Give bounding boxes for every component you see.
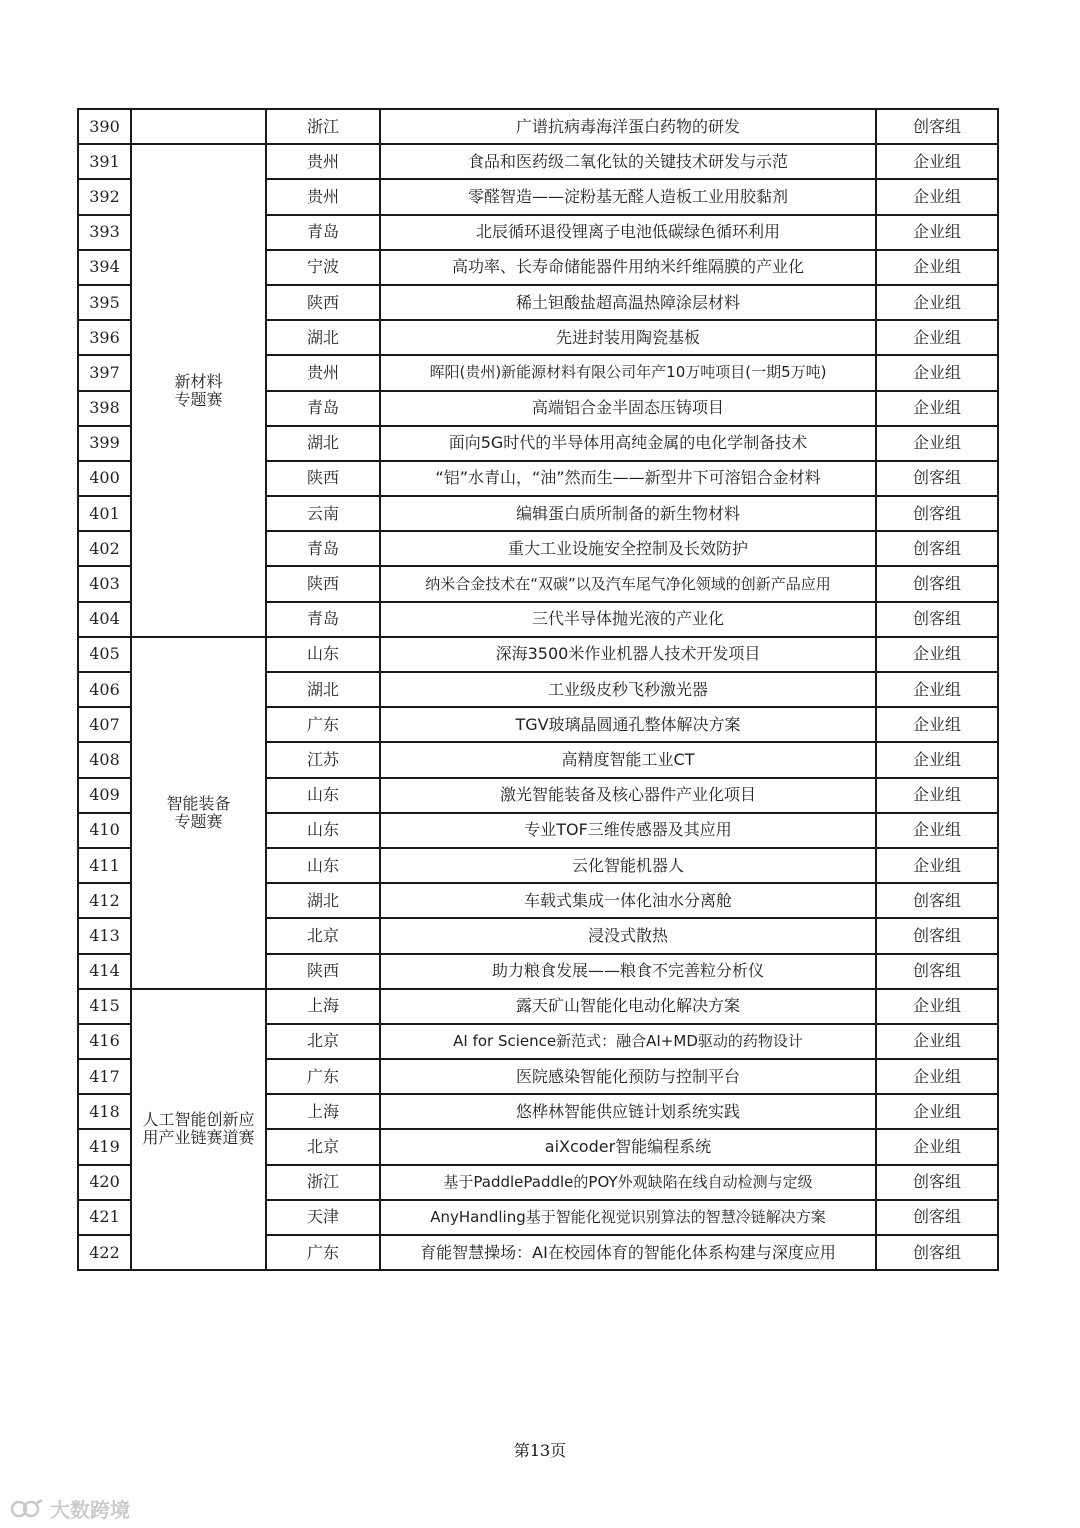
group-cell: 企业组 [876,250,998,285]
project-name-cell: 广谱抗病毒海洋蛋白药物的研发 [380,109,876,144]
region-cell: 青岛 [266,602,380,637]
region-cell: 青岛 [266,531,380,566]
row-number: 408 [78,742,131,777]
row-number: 417 [78,1059,131,1094]
row-number: 418 [78,1094,131,1129]
row-number: 413 [78,918,131,953]
project-name-cell: 深海3500米作业机器人技术开发项目 [380,637,876,672]
project-name-cell: 零醛智造——淀粉基无醛人造板工业用胶黏剂 [380,179,876,214]
region-cell: 陕西 [266,566,380,601]
project-name-cell: 基于PaddlePaddle的POY外观缺陷在线自动检测与定级 [380,1165,876,1200]
region-cell: 山东 [266,813,380,848]
project-name-cell: 面向5G时代的半导体用高纯金属的电化学制备技术 [380,426,876,461]
table-row [78,109,998,144]
group-cell: 创客组 [876,1235,998,1270]
region-cell: 广东 [266,1059,380,1094]
group-cell: 企业组 [876,144,998,179]
project-list-table [77,108,999,1271]
row-number: 400 [78,461,131,496]
region-cell: 上海 [266,1094,380,1129]
region-cell: 江苏 [266,742,380,777]
group-cell: 企业组 [876,391,998,426]
region-cell: 青岛 [266,215,380,250]
project-name-cell: 北辰循环退役锂离子电池低碳绿色循环利用 [380,215,876,250]
row-number: 414 [78,954,131,989]
region-cell: 浙江 [266,109,380,144]
group-cell: 创客组 [876,496,998,531]
row-number: 416 [78,1024,131,1059]
region-cell: 湖北 [266,883,380,918]
project-name-cell: 先进封装用陶瓷基板 [380,320,876,355]
category-cell: 智能装备 专题赛 [131,637,266,989]
row-number: 421 [78,1200,131,1235]
category-cell: 新材料 专题赛 [131,144,266,637]
project-name-cell: 纳米合金技术在“双碳”以及汽车尾气净化领域的创新产品应用 [380,566,876,601]
group-cell: 创客组 [876,531,998,566]
project-name-cell: 食品和医药级二氧化钛的关键技术研发与示范 [380,144,876,179]
region-cell: 北京 [266,918,380,953]
region-cell: 山东 [266,778,380,813]
project-name-cell: 云化智能机器人 [380,848,876,883]
group-cell: 企业组 [876,179,998,214]
row-number: 391 [78,144,131,179]
project-name-cell: 高精度智能工业CT [380,742,876,777]
group-cell: 创客组 [876,109,998,144]
row-number: 403 [78,566,131,601]
row-number: 401 [78,496,131,531]
region-cell: 青岛 [266,391,380,426]
group-cell: 企业组 [876,1129,998,1164]
row-number: 393 [78,215,131,250]
group-cell: 创客组 [876,883,998,918]
row-number: 399 [78,426,131,461]
group-cell: 创客组 [876,566,998,601]
region-cell: 湖北 [266,320,380,355]
row-number: 406 [78,672,131,707]
region-cell: 浙江 [266,1165,380,1200]
group-cell: 企业组 [876,285,998,320]
group-cell: 企业组 [876,813,998,848]
region-cell: 北京 [266,1129,380,1164]
table-row [78,144,998,179]
project-name-cell: 浸没式散热 [380,918,876,953]
row-number: 422 [78,1235,131,1270]
row-number: 412 [78,883,131,918]
category-cell [131,109,266,144]
group-cell: 企业组 [876,672,998,707]
group-cell: 创客组 [876,602,998,637]
row-number: 420 [78,1165,131,1200]
group-cell: 企业组 [876,637,998,672]
project-name-cell: 高端铝合金半固态压铸项目 [380,391,876,426]
group-cell: 企业组 [876,355,998,390]
project-name-cell: 晖阳(贵州)新能源材料有限公司年产10万吨项目(一期5万吨) [380,355,876,390]
table-row [78,989,998,1024]
watermark-text: 大数跨境 [50,1498,130,1522]
project-name-cell: 高功率、长寿命储能器件用纳米纤维隔膜的产业化 [380,250,876,285]
region-cell: 湖北 [266,426,380,461]
row-number: 407 [78,707,131,742]
group-cell: 企业组 [876,742,998,777]
region-cell: 上海 [266,989,380,1024]
region-cell: 贵州 [266,355,380,390]
region-cell: 湖北 [266,672,380,707]
page-number: 第13页 [513,1441,567,1460]
project-name-cell: 露天矿山智能化电动化解决方案 [380,989,876,1024]
region-cell: 天津 [266,1200,380,1235]
group-cell: 企业组 [876,707,998,742]
region-cell: 宁波 [266,250,380,285]
row-number: 392 [78,179,131,214]
project-name-cell: AI for Science新范式：融合AI+MD驱动的药物设计 [380,1024,876,1059]
group-cell: 创客组 [876,954,998,989]
group-cell: 创客组 [876,1200,998,1235]
row-number: 419 [78,1129,131,1164]
project-name-cell: 助力粮食发展——粮食不完善粒分析仪 [380,954,876,989]
row-number: 394 [78,250,131,285]
group-cell: 企业组 [876,426,998,461]
category-cell: 人工智能创新应用产业链赛道赛 [131,989,266,1271]
project-name-cell: 医院感染智能化预防与控制平台 [380,1059,876,1094]
watermark-logo-icon [10,1498,44,1520]
group-cell: 创客组 [876,461,998,496]
project-name-cell: 育能智慧操场：AI在校园体育的智能化体系构建与深度应用 [380,1235,876,1270]
region-cell: 云南 [266,496,380,531]
project-name-cell: aiXcoder智能编程系统 [380,1129,876,1164]
group-cell: 企业组 [876,778,998,813]
row-number: 398 [78,391,131,426]
region-cell: 山东 [266,848,380,883]
region-cell: 北京 [266,1024,380,1059]
region-cell: 山东 [266,637,380,672]
group-cell: 创客组 [876,1165,998,1200]
region-cell: 陕西 [266,954,380,989]
group-cell: 企业组 [876,215,998,250]
project-name-cell: AnyHandling基于智能化视觉识别算法的智慧冷链解决方案 [380,1200,876,1235]
region-cell: 贵州 [266,179,380,214]
group-cell: 创客组 [876,918,998,953]
row-number: 410 [78,813,131,848]
project-name-cell: 悠桦林智能供应链计划系统实践 [380,1094,876,1129]
project-name-cell: 编辑蛋白质所制备的新生物材料 [380,496,876,531]
project-name-cell: 工业级皮秒飞秒激光器 [380,672,876,707]
row-number: 397 [78,355,131,390]
project-list-body [78,109,998,1270]
row-number: 396 [78,320,131,355]
project-name-cell: 重大工业设施安全控制及长效防护 [380,531,876,566]
row-number: 409 [78,778,131,813]
project-name-cell: 激光智能装备及核心器件产业化项目 [380,778,876,813]
region-cell: 陕西 [266,461,380,496]
region-cell: 广东 [266,1235,380,1270]
group-cell: 企业组 [876,1059,998,1094]
row-number: 415 [78,989,131,1024]
row-number: 405 [78,637,131,672]
row-number: 395 [78,285,131,320]
project-name-cell: TGV玻璃晶圆通孔整体解决方案 [380,707,876,742]
project-name-cell: 车载式集成一体化油水分离舱 [380,883,876,918]
row-number: 411 [78,848,131,883]
group-cell: 企业组 [876,989,998,1024]
table-row [78,637,998,672]
row-number: 402 [78,531,131,566]
region-cell: 贵州 [266,144,380,179]
project-name-cell: 三代半导体抛光液的产业化 [380,602,876,637]
region-cell: 陕西 [266,285,380,320]
row-number: 404 [78,602,131,637]
group-cell: 企业组 [876,848,998,883]
project-name-cell: “铝”水青山，“油”然而生——新型井下可溶铝合金材料 [380,461,876,496]
group-cell: 企业组 [876,320,998,355]
watermark [10,1494,130,1523]
project-name-cell: 稀土钽酸盐超高温热障涂层材料 [380,285,876,320]
row-number: 390 [78,109,131,144]
project-name-cell: 专业TOF三维传感器及其应用 [380,813,876,848]
region-cell: 广东 [266,707,380,742]
group-cell: 企业组 [876,1024,998,1059]
group-cell: 企业组 [876,1094,998,1129]
